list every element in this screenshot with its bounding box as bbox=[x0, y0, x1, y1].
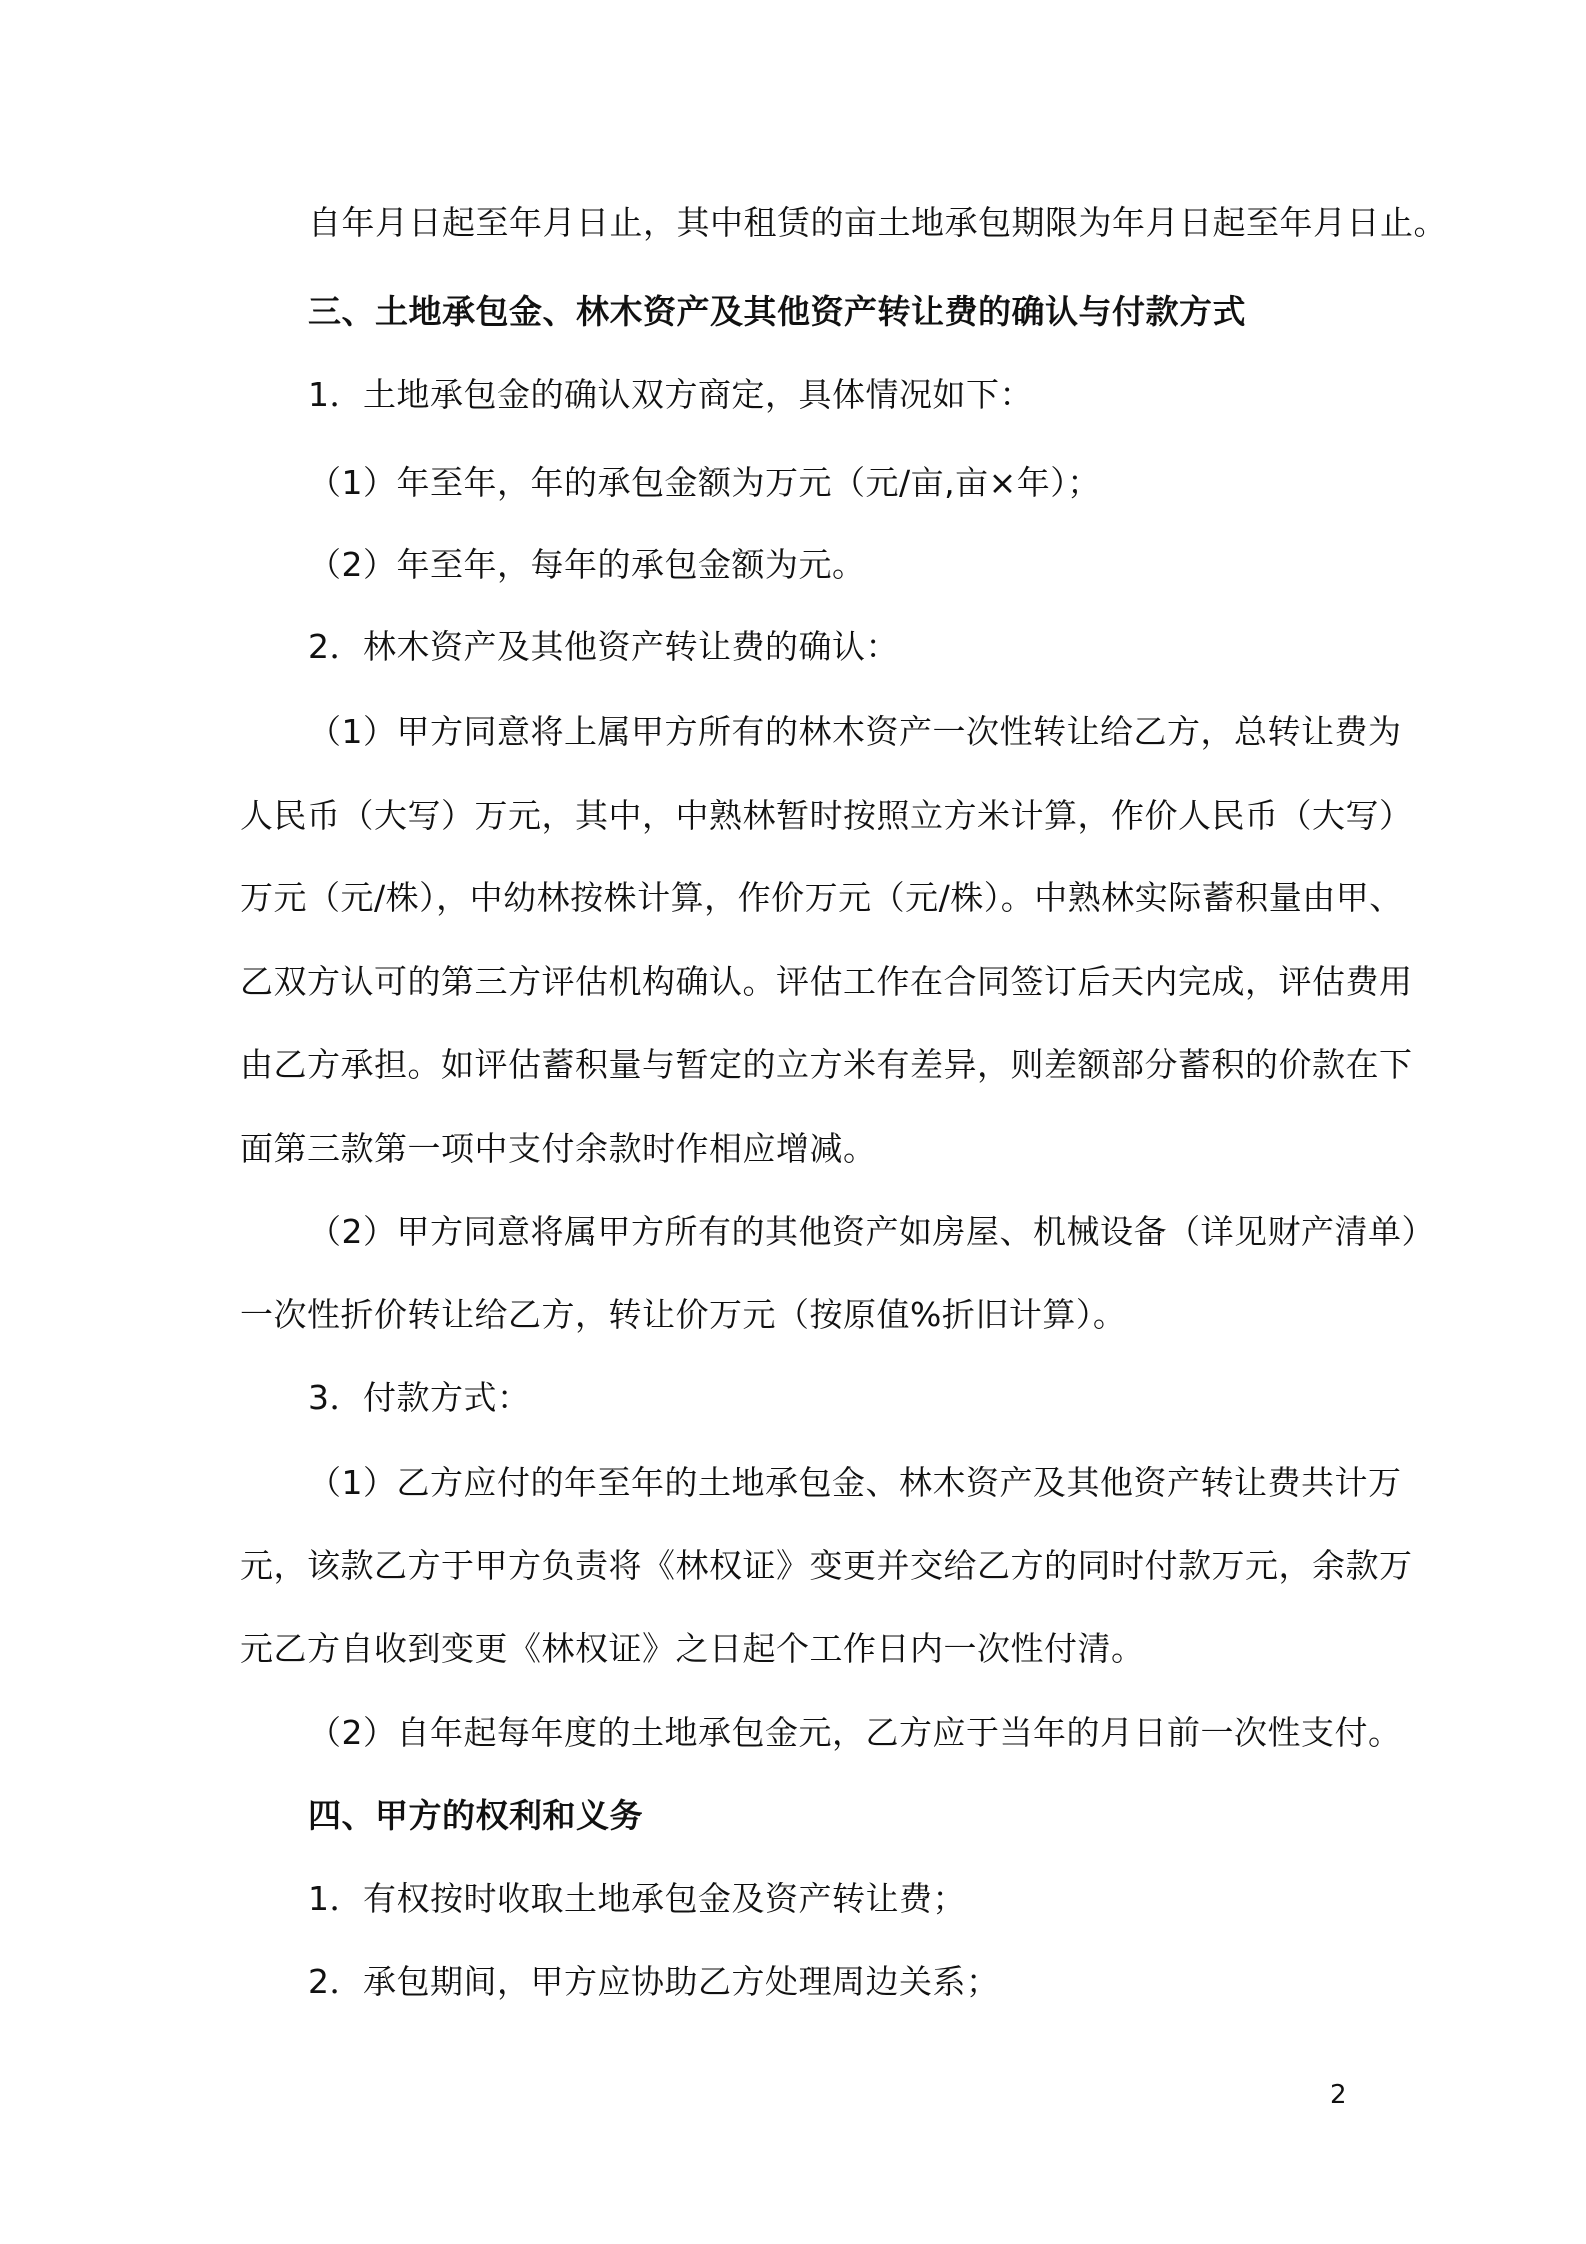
paragraph-line: 万元（元/株），中幼林按株计算，作价万元（元/株）。中熟林实际蓄积量由甲、 bbox=[240, 878, 1403, 917]
paragraph-line: 人民币（大写）万元，其中，中熟林暂时按照立方米计算，作价人民币（大写） bbox=[240, 796, 1413, 835]
paragraph-line: 面第三款第一项中支付余款时作相应增减。 bbox=[240, 1129, 877, 1168]
paragraph-line: （2）甲方同意将属甲方所有的其他资产如房屋、机械设备（详见财产清单） bbox=[308, 1212, 1435, 1251]
page-number: 2 bbox=[1330, 2080, 1347, 2110]
clause-heading: 2．林木资产及其他资产转让费的确认： bbox=[308, 627, 899, 666]
paragraph-line: 元乙方自收到变更《林权证》之日起个工作日内一次性付清。 bbox=[240, 1629, 1145, 1668]
paragraph-line: 1．有权按时收取土地承包金及资产转让费； bbox=[308, 1879, 966, 1918]
paragraph-line: （1）甲方同意将上属甲方所有的林木资产一次性转让给乙方，总转让费为 bbox=[308, 712, 1402, 751]
paragraph-line: 一次性折价转让给乙方，转让价万元（按原值%折旧计算）。 bbox=[240, 1295, 1127, 1334]
paragraph-line: 2．承包期间，甲方应协助乙方处理周边关系； bbox=[308, 1962, 1000, 2001]
paragraph-line: 自年月日起至年月日止，其中租赁的亩土地承包期限为年月日起至年月日止。 bbox=[308, 203, 1447, 242]
paragraph-line: （1）年至年，年的承包金额为万元（元/亩,亩×年）； bbox=[308, 463, 1101, 502]
section-heading: 四、甲方的权利和义务 bbox=[308, 1796, 643, 1835]
paragraph-line: 乙双方认可的第三方评估机构确认。评估工作在合同签订后天内完成，评估费用 bbox=[240, 962, 1413, 1001]
section-heading: 三、土地承包金、林木资产及其他资产转让费的确认与付款方式 bbox=[308, 292, 1246, 331]
paragraph-line: （2）自年起每年度的土地承包金元，乙方应于当年的月日前一次性支付。 bbox=[308, 1713, 1402, 1752]
paragraph-line: 元，该款乙方于甲方负责将《林权证》变更并交给乙方的同时付款万元，余款万 bbox=[240, 1546, 1413, 1585]
clause-heading: 3．付款方式： bbox=[308, 1378, 531, 1417]
paragraph-line: （1）乙方应付的年至年的土地承包金、林木资产及其他资产转让费共计万 bbox=[308, 1463, 1402, 1502]
clause-heading: 1．土地承包金的确认双方商定，具体情况如下： bbox=[308, 375, 1033, 414]
paragraph-line: （2）年至年，每年的承包金额为元。 bbox=[308, 545, 866, 584]
paragraph-line: 由乙方承担。如评估蓄积量与暂定的立方米有差异，则差额部分蓄积的价款在下 bbox=[240, 1045, 1413, 1084]
